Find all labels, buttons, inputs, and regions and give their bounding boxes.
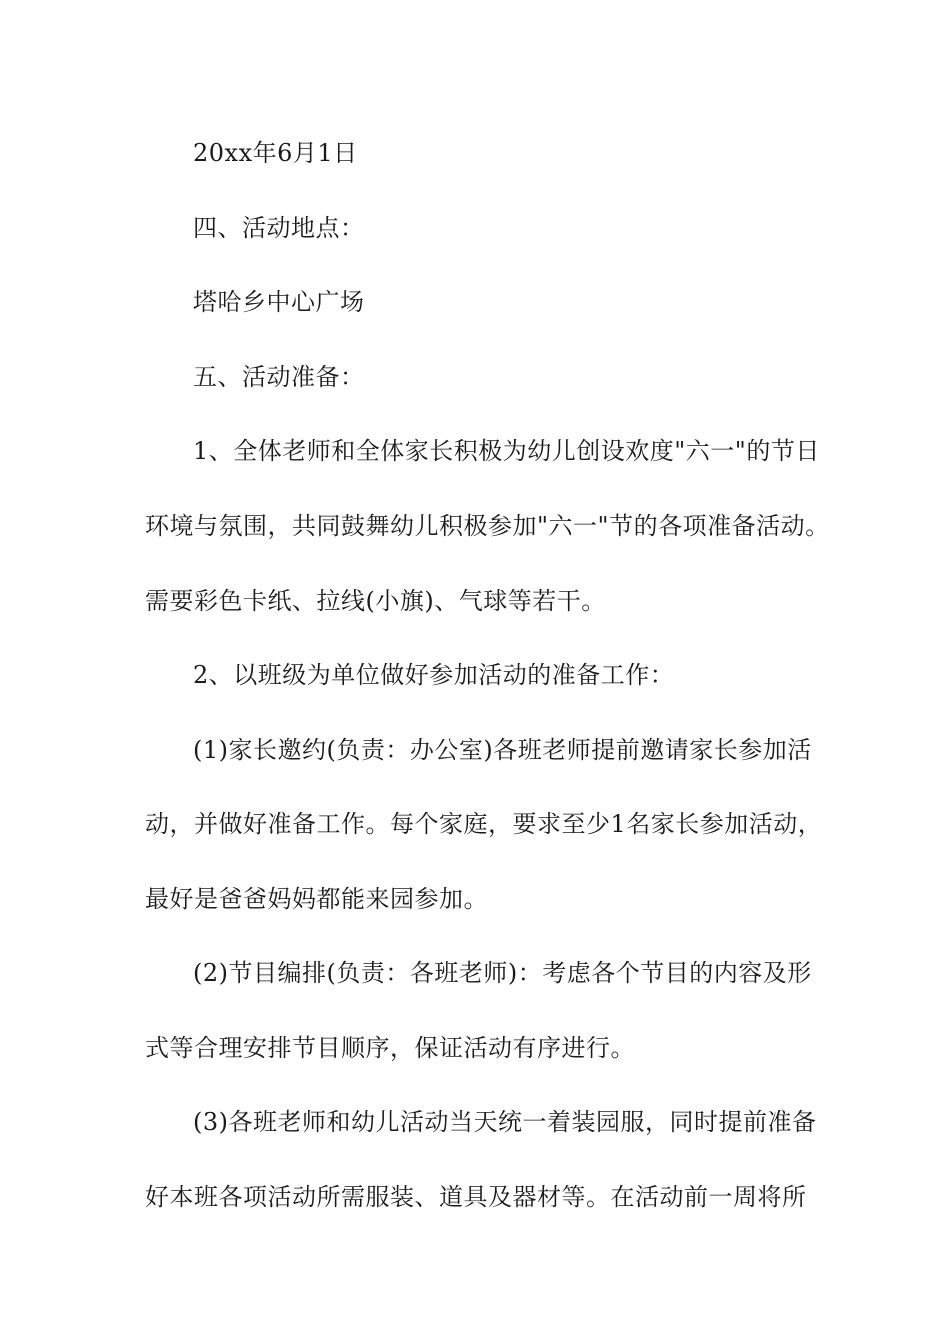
section-heading-location: 四、活动地点： [193, 214, 365, 242]
paragraph-line: (1)家长邀约(负责：办公室)各班老师提前邀请家长参加活 [193, 736, 812, 764]
paragraph-line: 好本班各项活动所需服装、道具及器材等。在活动前一周将所 [145, 1183, 807, 1211]
paragraph-line: (3)各班老师和幼儿活动当天统一着装园服，同时提前准备 [193, 1108, 817, 1136]
date-line: 20xx年6月1日 [193, 139, 358, 167]
paragraph-line: 动，并做好准备工作。每个家庭，要求至少1名家长参加活动， [145, 810, 823, 838]
location-text: 塔哈乡中心广场 [193, 288, 365, 316]
paragraph-line: 1、全体老师和全体家长积极为幼儿创设欢度"六一"的节日 [193, 437, 820, 465]
paragraph-line: 式等合理安排节目顺序，保证活动有序进行。 [145, 1034, 635, 1062]
paragraph-line: 环境与氛围，共同鼓舞幼儿积极参加"六一"节的各项准备活动。 [145, 512, 830, 540]
paragraph-line: 最好是爸爸妈妈都能来园参加。 [145, 885, 488, 913]
paragraph-line: 2、以班级为单位做好参加活动的准备工作： [193, 661, 675, 689]
paragraph-line: 需要彩色卡纸、拉线(小旗)、气球等若干。 [145, 587, 606, 615]
section-heading-preparation: 五、活动准备： [193, 363, 365, 391]
paragraph-line: (2)节目编排(负责：各班老师)：考虑各个节目的内容及形 [193, 959, 812, 987]
